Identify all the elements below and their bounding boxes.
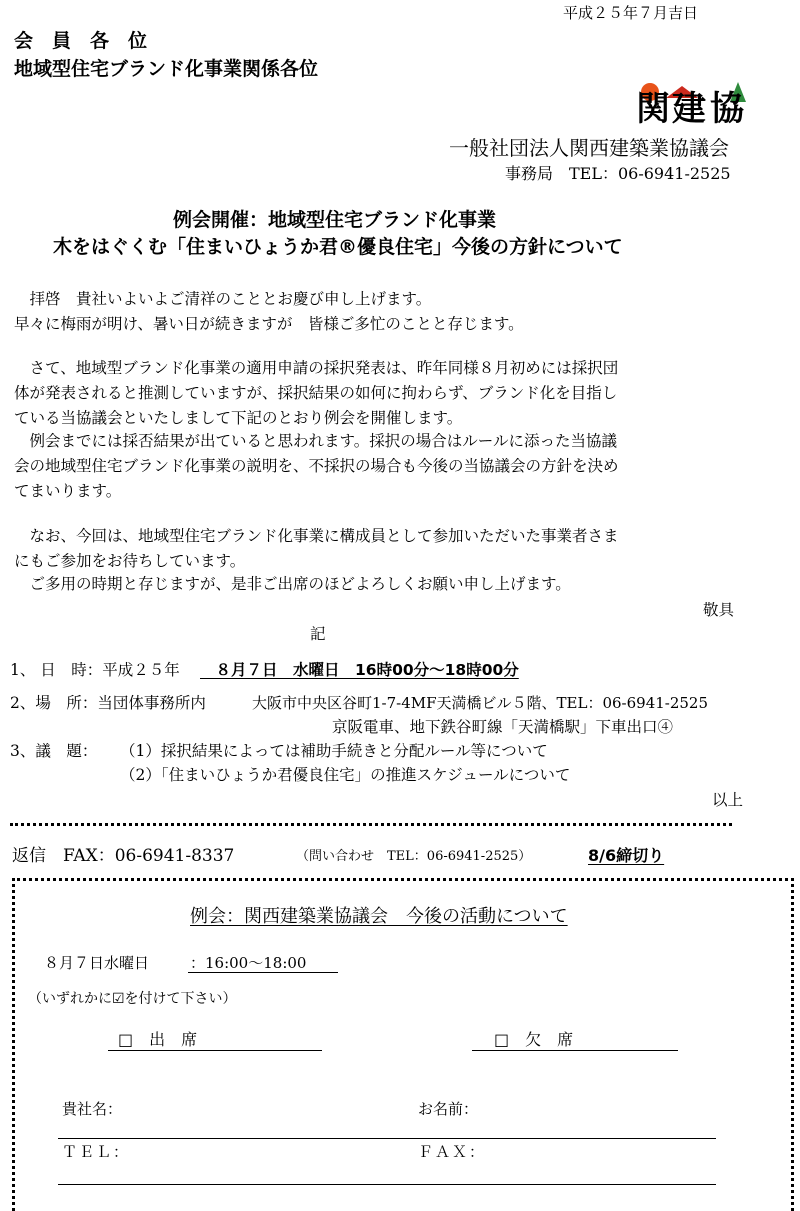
item3-label: 3、議 題： xyxy=(10,742,98,760)
company-label: 貴社名： xyxy=(62,1100,123,1118)
body-p2-l3: ている当協議会といたしまして下記のとおり例会を開催します。 xyxy=(14,409,463,427)
body-p2-l4: 例会までには採否結果が出ていると思われます。採択の場合はルールに添った当協議 xyxy=(14,432,617,450)
body-p1-l2: 早々に梅雨が明け、暑い日が続きますが 皆様ご多忙のことと存じます。 xyxy=(14,315,524,333)
title-line1: 例会開催：地域型住宅ブランド化事業 xyxy=(173,209,497,231)
item3-value2: （2）「住まいひょうか君優良住宅」の推進スケジュールについて xyxy=(120,766,571,784)
company-name-line[interactable] xyxy=(58,1138,716,1139)
closing-ijo: 以上 xyxy=(712,791,744,809)
tel-fax-line[interactable] xyxy=(58,1184,716,1185)
reply-fax: 返信 FAX：06-6941-8337 xyxy=(12,846,235,866)
fax-label: ＦＡＸ： xyxy=(418,1143,487,1161)
item1-label: 1、 日 時：平成２５年 xyxy=(10,661,180,679)
kanken-logo xyxy=(632,82,750,134)
item1-value: ８月７日 水曜日 16時00分～18時00分 xyxy=(200,661,519,679)
title-line2: 木をはぐくむ「住まいひょうか君®優良住宅」今後の方針について xyxy=(53,236,623,258)
attend-option[interactable]: □ 出 席 xyxy=(118,1030,198,1049)
form-time: ：16:00～18:00 xyxy=(190,954,307,972)
recipient-project: 地域型住宅ブランド化事業関係各位 xyxy=(14,58,319,80)
closing-keigu: 敬具 xyxy=(703,601,735,619)
body-p2-l6: てまいります。 xyxy=(14,482,122,500)
tel-label: ＴＥＬ： xyxy=(62,1143,131,1161)
name-label: お名前： xyxy=(418,1100,479,1118)
item2-value2: 京阪電車、地下鉄谷町線「天満橋駅」下車出口④ xyxy=(332,718,674,736)
attend-underline xyxy=(108,1050,322,1051)
body-p1-l1: 拝啓 貴社いよいよご清祥のこととお慶び申し上げます。 xyxy=(14,290,432,308)
sender-org: 一般社団法人関西建築業協議会 xyxy=(449,136,729,160)
sender-office: 事務局 TEL：06-6941-2525 xyxy=(505,164,731,183)
issue-date: 平成２５年７月吉日 xyxy=(563,4,699,22)
body-p3-l3: ご多用の時期と存じますが、是非ご出席のほどよろしくお願い申し上げます。 xyxy=(14,575,571,593)
cut-line xyxy=(10,823,732,826)
logo-char-2: 建 xyxy=(672,89,706,129)
reply-deadline: 8/6締切り xyxy=(588,846,665,865)
form-time-underline xyxy=(188,972,338,973)
body-p2-l2: 体が発表されると推測していますが、採択結果の如何に拘わらず、ブランド化を目指し xyxy=(14,384,618,402)
body-p3-l2: にもご参加をお待ちしています。 xyxy=(14,552,246,570)
form-date: ８月７日水曜日 xyxy=(44,954,150,972)
item3-value1: （1）採択結果によっては補助手続きと分配ルール等について xyxy=(120,742,548,760)
absent-underline xyxy=(472,1050,678,1051)
form-title: 例会：関西建築業協議会 今後の活動について xyxy=(190,906,568,927)
body-p3-l1: なお、今回は、地域型住宅ブランド化事業に構成員として参加いただいた事業者さま xyxy=(14,527,619,545)
recipient-members: 会 員 各 位 xyxy=(14,30,148,52)
ki-mark: 記 xyxy=(310,625,326,643)
reply-contact: （問い合わせ TEL：06-6941-2525） xyxy=(296,849,532,864)
form-instruction: （いずれかに☑を付けて下さい） xyxy=(28,991,237,1007)
item2-label: 2、場 所：当団体事務所内 xyxy=(10,694,206,712)
absent-option[interactable]: □ 欠 席 xyxy=(494,1030,574,1049)
body-p2-l1: さて、地域型ブランド化事業の適用申請の採択発表は、昨年同様８月初めには採択団 xyxy=(14,359,619,377)
body-p2-l5: 会の地域型住宅ブランド化事業の説明を、不採択の場合も今後の当協議会の方針を決め xyxy=(14,457,619,475)
item2-value: 大阪市中央区谷町1-7-4MF天満橋ビル５階、TEL：06-6941-2525 xyxy=(252,694,709,712)
logo-char-1: 関 xyxy=(636,89,670,129)
logo-char-3: 協 xyxy=(710,89,744,129)
